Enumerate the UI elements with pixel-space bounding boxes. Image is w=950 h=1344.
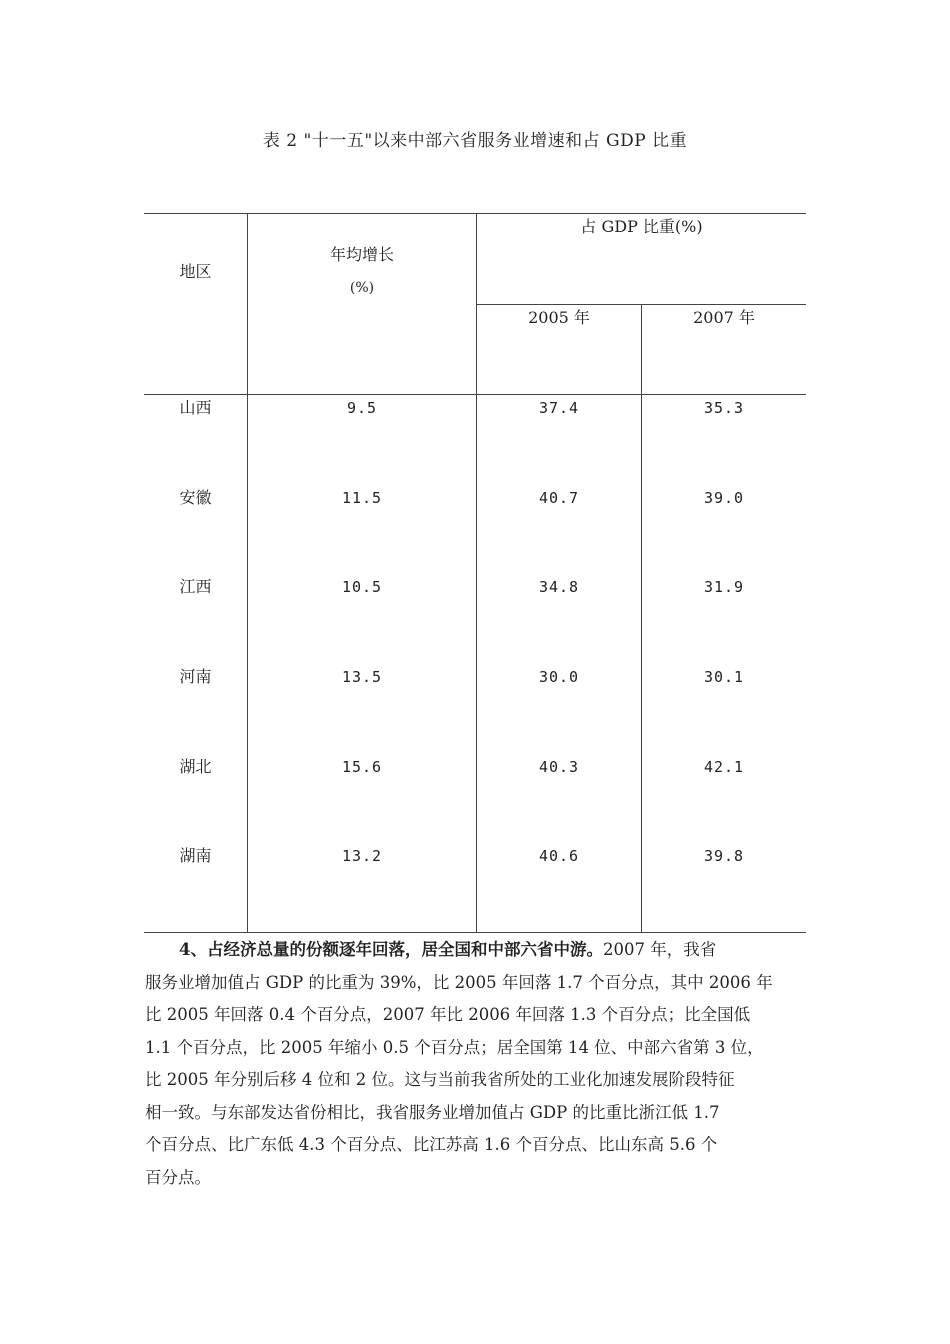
paragraph-line: 服务业增加值占 GDP 的比重为 39%，比 2005 年回落 1.7 个百分点，其中 2006 年 (145, 972, 773, 992)
table-row-growth: 10.5 (341, 578, 383, 596)
header-growth: 年均增长 (329, 245, 394, 264)
table-row-share-2005: 30.0 (538, 668, 580, 686)
header-region: 地区 (179, 262, 212, 281)
header-gdp-share: 占 GDP 比重(%) (580, 217, 703, 236)
table-row-region: 山西 (179, 398, 212, 417)
table-bottom-rule (144, 932, 806, 933)
paragraph-line (145, 934, 810, 967)
table-row-region: 江西 (179, 577, 212, 596)
paragraph-line: 1.1 个百分点，比 2005 年缩小 0.5 个百分点；居全国第 14 位、中部六省第 3 位， (145, 1037, 764, 1057)
table-row-growth: 15.6 (341, 758, 383, 776)
table-row-share-2005: 34.8 (538, 578, 580, 596)
table-row-share-2005: 37.4 (538, 399, 580, 417)
table-row-share-2005: 40.6 (538, 847, 580, 865)
table-row-region: 湖北 (179, 757, 212, 776)
table-caption: 表 2 "十一五"以来中部六省服务业增速和占 GDP 比重 (262, 131, 688, 151)
table-top-rule (144, 213, 806, 214)
header-growth-unit: (%) (349, 280, 375, 296)
paragraph-line: 百分点。 (145, 1167, 211, 1187)
table-row-growth: 9.5 (346, 399, 378, 417)
table-row-share-2007: 42.1 (703, 758, 745, 776)
body-paragraph (145, 934, 810, 1194)
table-row-growth: 13.2 (341, 847, 383, 865)
paragraph-line: 个百分点、比广东低 4.3 个百分点、比江苏高 1.6 个百分点、比山东高 5.6 个 (145, 1135, 718, 1154)
header-bottom-rule (144, 394, 806, 395)
table-row-growth: 11.5 (341, 489, 383, 507)
paragraph-heading: 4、占经济总量的份额逐年回落，居全国和中部六省中游。 (179, 940, 603, 959)
table-row-share-2007: 39.8 (703, 847, 745, 865)
paragraph-line: 相一致。与东部发达省份相比，我省服务业增加值占 GDP 的比重比浙江低 1.7 (145, 1102, 720, 1122)
table-row-region: 河南 (179, 667, 212, 686)
table-row-growth: 13.5 (341, 668, 383, 686)
paragraph-line: 比 2005 年回落 0.4 个百分点，2007 年比 2006 年回落 1.3 个百分点；比全国低 (145, 1005, 751, 1024)
paragraph-line: 比 2005 年分别后移 4 位和 2 位。这与当前我省所处的工业化加速发展阶段特征 (145, 1070, 735, 1089)
table-row-share-2005: 40.3 (538, 758, 580, 776)
paragraph-line-1-rest: 2007 年，我省 (602, 940, 717, 959)
table-row-region: 湖南 (179, 846, 212, 865)
header-year-2007: 2007 年 (693, 308, 755, 327)
table-row-region: 安徽 (179, 488, 212, 507)
col-divider-1 (247, 213, 248, 933)
table-row-share-2005: 40.7 (538, 489, 580, 507)
table-row-share-2007: 31.9 (703, 578, 745, 596)
table-row-share-2007: 30.1 (703, 668, 745, 686)
table-row-share-2007: 35.3 (703, 399, 745, 417)
table-row-share-2007: 39.0 (703, 489, 745, 507)
header-year-2005: 2005 年 (528, 308, 590, 327)
